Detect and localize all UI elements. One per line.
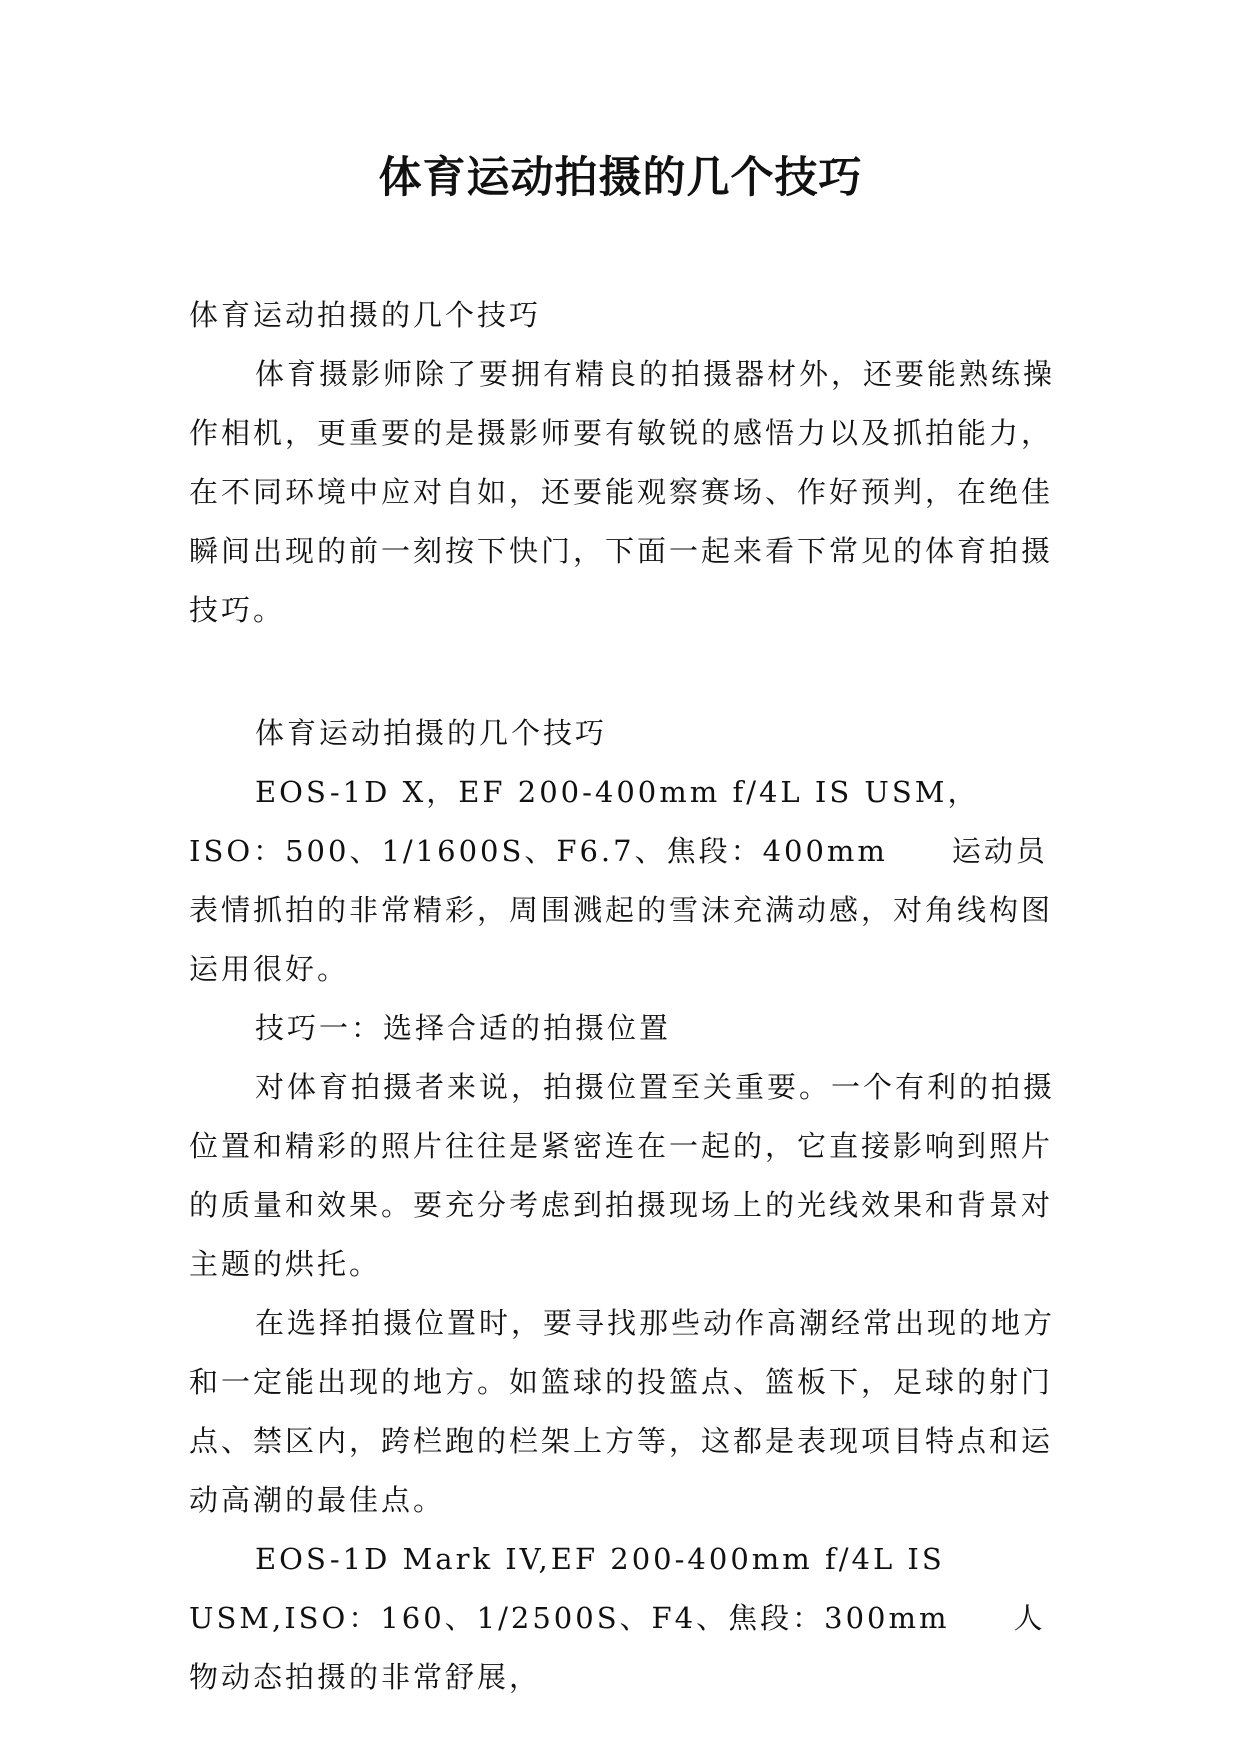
tip-one-paragraph-1: 对体育拍摄者来说，拍摄位置至关重要。一个有利的拍摄位置和精彩的照片往往是紧密连在一起的，它直接影响到照片的质量和效果。要充分考虑到拍摄现场上的光线效果和背景对主题的烘托。 <box>189 1070 1056 1281</box>
document-body <box>189 286 1069 1707</box>
tip-one-paragraph-2: 在选择拍摄位置时，要寻找那些动作高潮经常出现的地方和一定能出现的地方。如篮球的投篮点、篮板下，足球的射门点、禁区内，跨栏跑的栏架上方等，这都是表现项目特点和运动高潮的最佳点。 <box>189 1306 1056 1517</box>
section-heading: 体育运动拍摄的几个技巧 <box>255 716 608 750</box>
intro-paragraph: 体育摄影师除了要拥有精良的拍摄器材外，还要能熟练操作相机，更重要的是摄影师要有敏锐的感悟力以及抓拍能力，在不同环境中应对自如，还要能观察赛场、作好预判，在绝佳瞬间出现的前一刻按下快门，下面一起来看下常见的体育拍摄技巧。 <box>189 357 1056 627</box>
paragraph-spacer <box>189 640 1069 704</box>
document-title: 体育运动拍摄的几个技巧 <box>378 153 863 203</box>
photo-caption-1: EOS-1D X，EF 200-400mm f/4L IS USM，ISO：500、1/1600S、F6.7、焦段：400mm 运动员表情抓拍的非常精彩，周围溅起的雪沫充满动感，对角线构图运用很好。 <box>189 775 1054 986</box>
tip-one-heading: 技巧一：选择合适的拍摄位置 <box>255 1011 672 1045</box>
photo-caption-2: EOS-1D Mark IV,EF 200-400mm f/4L IS USM,ISO：160、1/2500S、F4、焦段：300mm 人物动态拍摄的非常舒展， <box>189 1542 1046 1694</box>
document-subtitle: 体育运动拍摄的几个技巧 <box>189 298 542 332</box>
